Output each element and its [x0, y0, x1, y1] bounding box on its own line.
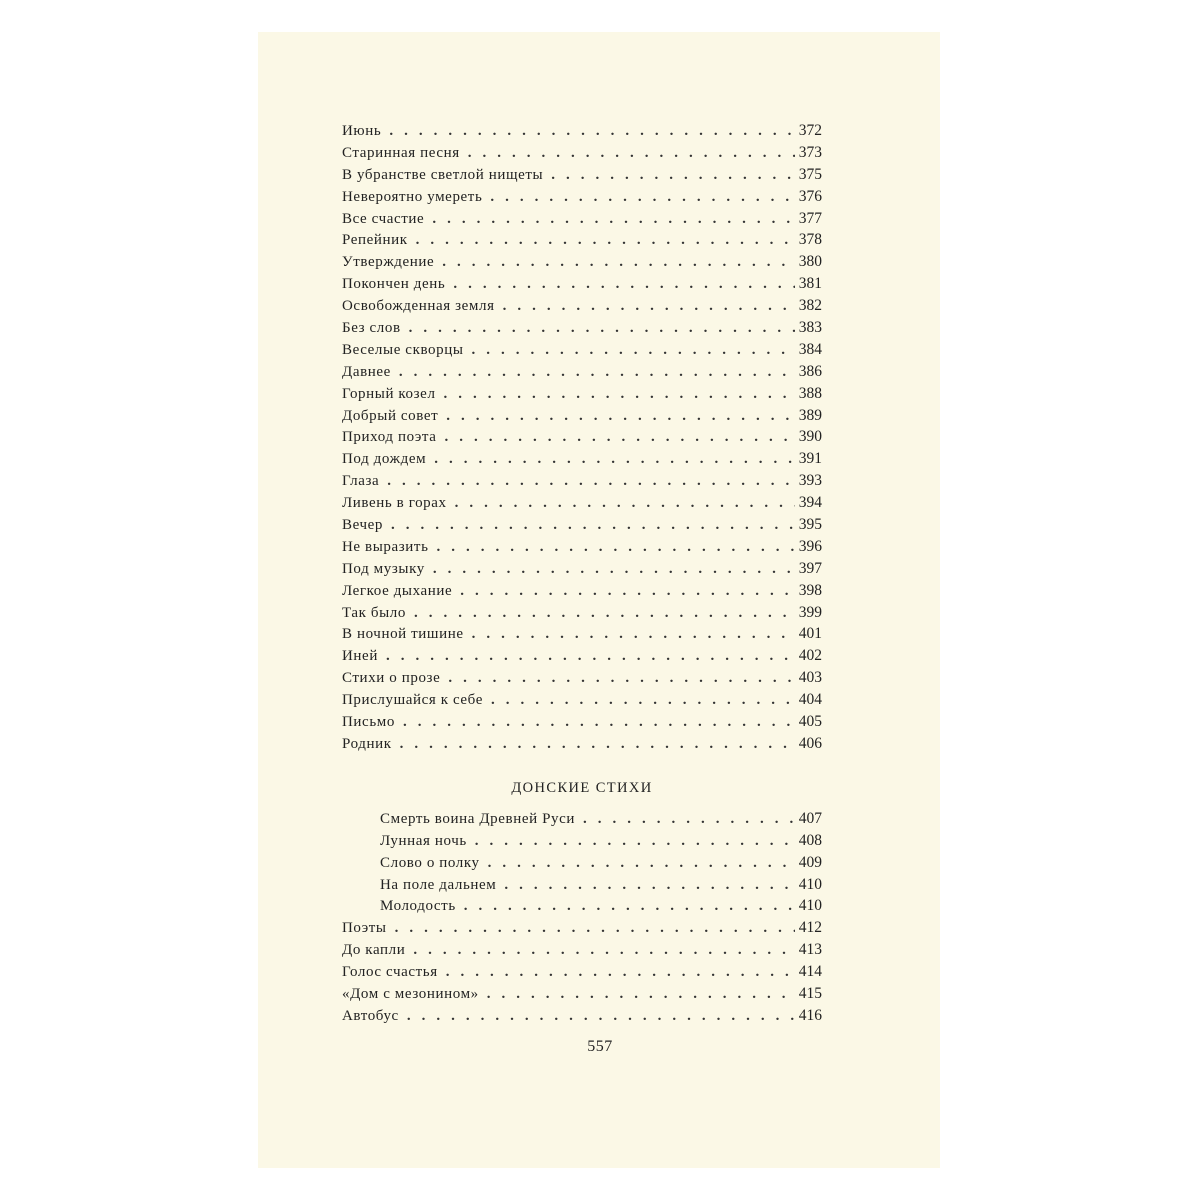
- toc-entry-title: В убранстве светлой нищеты: [342, 166, 544, 183]
- toc-entry-page: 381: [798, 275, 822, 293]
- toc-entry-title: Легкое дыхание: [342, 582, 453, 599]
- toc-entry-page: 376: [798, 187, 822, 205]
- toc-entry-page: 384: [798, 340, 822, 358]
- dot-leader: [426, 449, 795, 471]
- toc-entry-page: 389: [798, 406, 822, 424]
- dot-leader: [482, 187, 794, 209]
- toc-entry: [342, 492, 822, 514]
- toc-entry: [342, 645, 822, 667]
- dot-leader: [452, 581, 794, 603]
- dot-leader: [575, 809, 795, 831]
- dot-leader: [429, 537, 795, 559]
- toc-entry-page: 399: [798, 603, 822, 621]
- dot-leader: [401, 318, 795, 340]
- toc-entry: [342, 208, 822, 230]
- toc-entry-page: 388: [798, 384, 822, 402]
- toc-entry-page: 414: [798, 963, 822, 981]
- toc-entry: [342, 602, 822, 624]
- toc-entry-page: 405: [798, 713, 822, 731]
- toc-entry-title: Смерть воина Древней Руси: [380, 810, 576, 827]
- toc-entry-title: «Дом с мезонином»: [342, 985, 479, 1002]
- toc-entry-page: 412: [798, 919, 822, 937]
- toc-entry-title: Давнее: [342, 363, 391, 380]
- toc-entry: [342, 536, 822, 558]
- toc-entry-page: 394: [798, 494, 822, 512]
- dot-leader: [480, 853, 795, 875]
- toc-entry-page: 393: [798, 472, 822, 490]
- toc-entry-page: 397: [798, 559, 822, 577]
- toc-entry: [342, 426, 822, 448]
- toc-entry-page: 408: [798, 831, 822, 849]
- dot-leader: [464, 340, 795, 362]
- toc-entry-title: Ливень в горах: [342, 495, 447, 512]
- dot-leader: [379, 471, 794, 493]
- dot-leader: [438, 406, 794, 428]
- dot-leader: [381, 121, 794, 143]
- toc-entry: [342, 383, 822, 405]
- toc-entry-page: 404: [798, 691, 822, 709]
- dot-leader: [424, 209, 794, 231]
- dot-leader: [383, 515, 795, 537]
- table-of-contents: [342, 120, 822, 1027]
- dot-leader: [405, 940, 794, 962]
- toc-entry-page: 378: [798, 231, 822, 249]
- dot-leader: [387, 918, 795, 940]
- dot-leader: [436, 427, 794, 449]
- dot-leader: [408, 230, 795, 252]
- toc-entry-title: Июнь: [342, 123, 382, 139]
- toc-entry: [342, 580, 822, 602]
- toc-entry-page: 409: [798, 853, 822, 871]
- toc-entry-page: 377: [798, 209, 822, 227]
- dot-leader: [425, 559, 795, 581]
- toc-entry-page: 413: [798, 941, 822, 959]
- toc-group-don-poems: [342, 808, 822, 917]
- dot-leader: [438, 962, 795, 984]
- dot-leader: [479, 984, 795, 1006]
- toc-entry: [342, 229, 822, 251]
- toc-entry-page: 390: [798, 428, 822, 446]
- toc-entry: [342, 295, 822, 317]
- toc-entry-title: Вечер: [342, 517, 383, 534]
- toc-entry-page: 410: [798, 897, 822, 915]
- toc-entry: [342, 830, 822, 852]
- dot-leader: [495, 296, 795, 318]
- toc-entry-title: Горный козел: [342, 385, 436, 402]
- dot-leader: [436, 384, 795, 406]
- toc-entry-page: 398: [798, 581, 822, 599]
- toc-entry-title: Под дождем: [342, 451, 427, 468]
- toc-entry: [342, 470, 822, 492]
- toc-entry-title: Прислушайся к себе: [342, 692, 483, 709]
- toc-entry-title: Без слов: [342, 320, 401, 337]
- dot-leader: [399, 1006, 795, 1028]
- dot-leader: [395, 712, 795, 734]
- toc-group-main: [342, 120, 822, 755]
- toc-entry: [342, 917, 822, 939]
- toc-entry-page: 380: [798, 253, 822, 271]
- section-title: ДОНСКИЕ СТИХИ: [511, 779, 653, 796]
- dot-leader: [391, 362, 795, 384]
- toc-entry-title: Веселые скворцы: [342, 341, 464, 358]
- toc-entry-title: Письмо: [342, 714, 395, 731]
- dot-leader: [447, 493, 795, 515]
- dot-leader: [464, 624, 795, 646]
- toc-entry-page: 386: [798, 362, 822, 380]
- toc-entry-page: 402: [798, 647, 822, 665]
- toc-entry: [342, 711, 822, 733]
- toc-entry-page: 391: [798, 450, 822, 468]
- toc-entry-page: 395: [798, 516, 822, 534]
- dot-leader: [440, 668, 794, 690]
- toc-entry: [342, 317, 822, 339]
- toc-entry: [342, 733, 822, 755]
- dot-leader: [543, 165, 795, 187]
- toc-entry-title: Стихи о прозе: [342, 670, 441, 687]
- toc-entry: [342, 895, 822, 917]
- toc-entry-title: Иней: [342, 648, 378, 665]
- toc-entry-page: 372: [798, 122, 822, 139]
- toc-entry: [342, 448, 822, 470]
- toc-entry-page: 383: [798, 319, 822, 337]
- dot-leader: [496, 875, 794, 897]
- toc-entry-title: Невероятно умереть: [342, 188, 483, 205]
- toc-entry-title: Глаза: [342, 473, 380, 490]
- toc-entry-title: В ночной тишине: [342, 626, 464, 643]
- toc-entry-title: Покончен день: [342, 276, 446, 293]
- toc-entry-page: 410: [798, 875, 822, 893]
- toc-entry-page: 403: [798, 669, 822, 687]
- toc-entry-title: Репейник: [342, 232, 408, 249]
- dot-leader: [460, 143, 795, 165]
- toc-entry-title: Голос счастья: [342, 964, 438, 981]
- toc-entry-title: Утверждение: [342, 254, 435, 271]
- toc-entry: [342, 273, 822, 295]
- toc-entry-title: Родник: [342, 735, 392, 752]
- page-number: 557: [587, 1038, 613, 1055]
- toc-entry-title: Освобожденная земля: [342, 298, 495, 315]
- toc-entry-page: 375: [798, 165, 822, 183]
- toc-entry: [342, 558, 822, 580]
- toc-entry: [342, 251, 822, 273]
- toc-entry-page: 416: [798, 1006, 822, 1024]
- toc-entry: [342, 667, 822, 689]
- dot-leader: [378, 646, 795, 668]
- toc-entry: [342, 689, 822, 711]
- toc-entry-page: 401: [798, 625, 822, 643]
- toc-entry-title: До капли: [342, 942, 406, 959]
- toc-entry-title: Слово о полку: [380, 854, 480, 871]
- toc-entry: [342, 1005, 822, 1027]
- toc-entry: [342, 983, 822, 1005]
- toc-entry-page: 396: [798, 537, 822, 555]
- toc-entry-title: Автобус: [342, 1007, 399, 1024]
- toc-entry-title: Все счастие: [342, 210, 425, 227]
- dot-leader: [467, 831, 795, 853]
- toc-entry-title: Так было: [342, 604, 406, 621]
- toc-entry-title: Приход поэта: [342, 429, 437, 446]
- toc-entry: [342, 874, 822, 896]
- toc-entry-title: На поле дальнем: [380, 876, 497, 893]
- toc-entry: [342, 120, 822, 142]
- dot-leader: [445, 274, 794, 296]
- toc-entry: [342, 186, 822, 208]
- dot-leader: [483, 690, 795, 712]
- toc-entry-page: 407: [798, 809, 822, 827]
- toc-entry-page: 373: [798, 143, 822, 161]
- toc-entry: [342, 961, 822, 983]
- toc-entry: [342, 623, 822, 645]
- toc-entry-title: Молодость: [380, 898, 456, 915]
- toc-entry: [342, 339, 822, 361]
- toc-entry-title: Старинная песня: [342, 144, 460, 161]
- toc-entry: [342, 939, 822, 961]
- toc-entry-page: 406: [798, 734, 822, 752]
- toc-entry-title: Добрый совет: [342, 407, 439, 424]
- toc-entry-page: 382: [798, 297, 822, 315]
- toc-entry-title: Под музыку: [342, 560, 425, 577]
- toc-entry: [342, 808, 822, 830]
- toc-entry: [342, 361, 822, 383]
- toc-entry-title: Не выразить: [342, 538, 429, 555]
- toc-entry: [342, 514, 822, 536]
- dot-leader: [392, 734, 795, 756]
- toc-entry-page: 415: [798, 984, 822, 1002]
- toc-entry-title: Поэты: [342, 920, 387, 937]
- dot-leader: [406, 603, 795, 625]
- toc-entry: [342, 405, 822, 427]
- toc-entry: [342, 164, 822, 186]
- toc-entry: [342, 852, 822, 874]
- dot-leader: [456, 896, 795, 918]
- toc-entry-title: Лунная ночь: [380, 832, 467, 849]
- dot-leader: [434, 252, 794, 274]
- toc-group-after: [342, 917, 822, 1026]
- toc-entry: [342, 142, 822, 164]
